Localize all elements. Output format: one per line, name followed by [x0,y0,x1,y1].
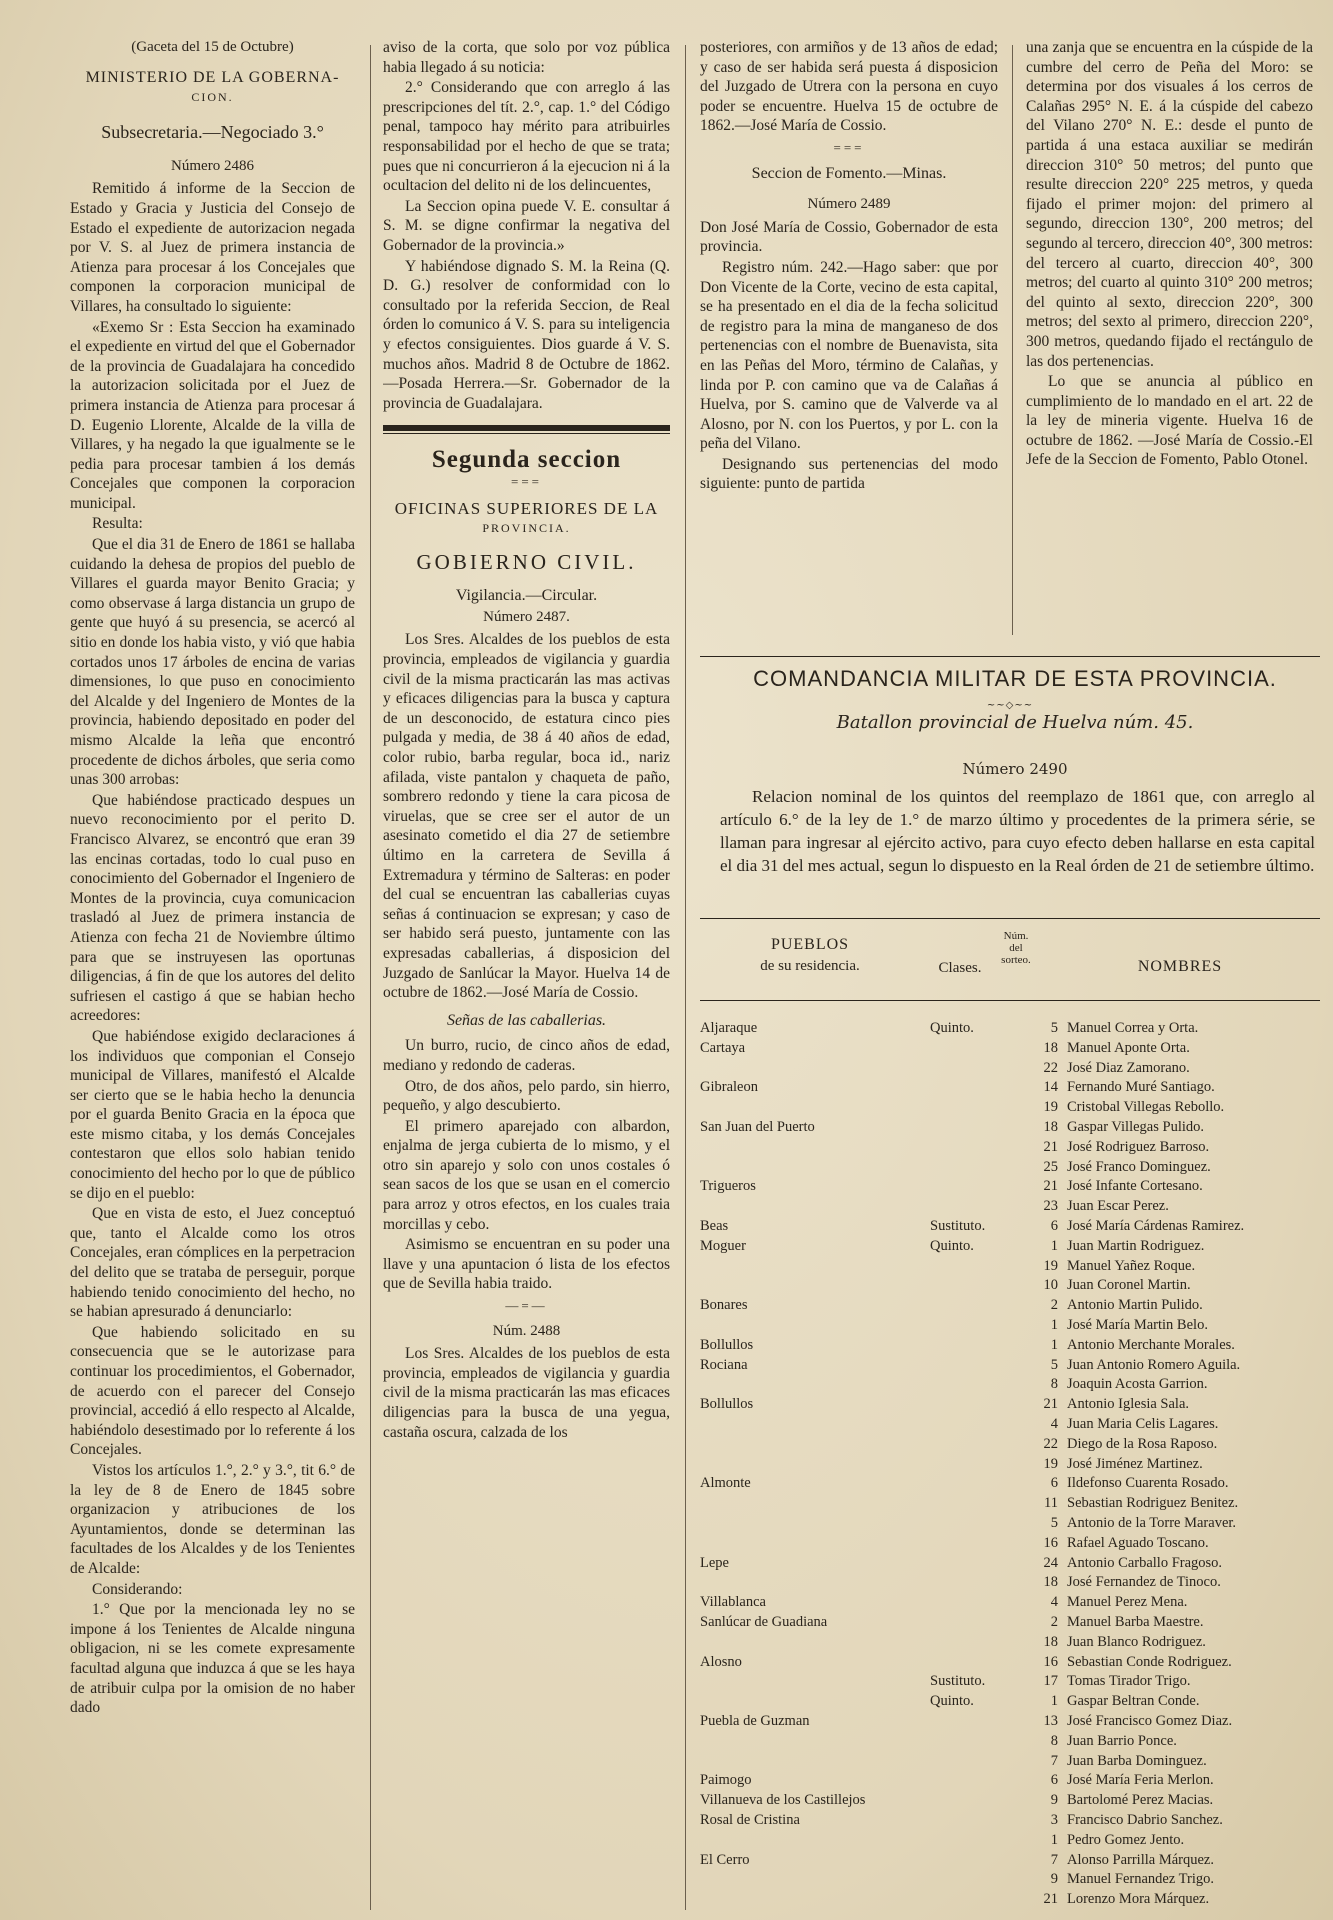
num-cell: 10 [1043,1277,1058,1294]
pueblo-cell: Puebla de Guzman [700,1713,810,1729]
table-row [700,1693,1320,1713]
paragraph: 1.° Que por la mencionada ley no se impone á los Tenientes de Alcalde ninguna obligacion, ni se les comete expresamente facultad alguna que induzca á que se les haya de atribuir culpa por la omision de no haber dado [70,1601,355,1717]
num-cell: 25 [1043,1158,1058,1175]
num-cell: 18 [1043,1633,1058,1650]
segunda-seccion-heading: Segunda seccion [431,446,622,474]
pueblo-cell: Gibraleon [700,1079,758,1096]
num-cell: 18 [1043,1039,1058,1056]
table-header-num: Núm. del sorteo. [1001,930,1031,966]
table-row [700,1099,1320,1119]
numero-2489: Número 2489 [807,196,891,213]
paragraph: «Exemo Sr : Esta Seccion ha examinado el expediente en virtud del que el Gobernador de la provincia de Guadalajara ha concedido la autorizacion solicitada por el Juez de primera instancia de Atienza para procesar á D. Eugenio Llorente, Alcalde de la villa de Villares, y ha negado la que igualmente se le pedia para procesar tambien á los demás Concejales que componen la corporacion municipal. [70,318,355,512]
pueblo-cell: Sanlúcar de Guadiana [700,1614,828,1630]
num-cell: 5 [1050,1020,1058,1036]
num-cell: 6 [1050,1218,1058,1234]
nombre-cell: Juan Coronel Martin. [1067,1277,1191,1294]
paragraph: Que habiéndose practicado despues un nuevo reconocimiento por el perito D. Francisco Alvarez, se encontró que eran 39 las encinas cortadas, todo lo cual puso en conocimiento del Gobernador el Ingeniero de Montes de la provincia, cuya comunicacion trasladó al Juez de primera instancia de Atienza con fecha 21 de Noviembre último para que se instruyesen las oportunas diligencias, á fin de que los autores del delito sufriesen el castigo á que se habian hecho acreedores: [70,791,355,1025]
paragraph: Registro núm. 242.—Hago saber: que por Don Vicente de la Corte, vecino de esta capital, se ha presentado en el dia de la fecha solicitud de registro para la mina de manganeso de dos pertenencias con el nombre de Buenavista, sita en las Peñas del Moro, término de Calañas, y linda por P. con camino que va de Calañas á Huelva, por S. camino que de Valverde va al Alosno, por N. con los Puertos, y por L. con la peña del Vilano. [700,258,998,453]
nombre-cell: José María Cárdenas Ramirez. [1067,1218,1245,1234]
table-row [700,1456,1320,1476]
pueblo-cell: Alosno [700,1653,742,1670]
nombre-cell: José Franco Dominguez. [1067,1158,1211,1175]
paragraph: Un burro, rucio, de cinco años de edad, mediano y redondo de caderas. [383,1037,670,1074]
num-cell: 1 [1050,1336,1058,1353]
table-row [700,1436,1320,1456]
nombre-cell: Antonio Martin Pulido. [1067,1297,1203,1314]
table-row [700,1277,1320,1297]
table-row [700,1594,1320,1614]
table-row [700,1713,1320,1733]
table-row [700,1574,1320,1594]
paragraph: Remitido á informe de la Seccion de Estado y Gracia y Justicia del Consejo de Estado el expediente de autorizacion negada por V. S. al Juez de primera instancia de Atienza para procesar á los Concejales que componen la corporacion municipal de Villares, ha consultado lo siguiente: [70,180,355,315]
pueblo-cell: Bonares [700,1297,748,1314]
pueblo-cell: Lepe [700,1554,729,1571]
pueblo-cell: Villablanca [700,1594,766,1611]
table-row [700,1495,1320,1515]
pueblo-cell: San Juan del Puerto [700,1119,815,1135]
nombre-cell: José Fernandez de Tinoco. [1067,1574,1221,1591]
nombre-cell: Antonio Iglesia Sala. [1067,1396,1190,1413]
nombre-cell: Cristobal Villegas Rebollo. [1067,1099,1225,1116]
table-row [700,1733,1320,1753]
table-header-pueblos: PUEBLOS [770,936,850,953]
section-rule [383,425,670,431]
pueblo-cell: Trigueros [700,1178,756,1195]
table-row [700,1753,1320,1773]
nombre-cell: Juan Martin Rodriguez. [1067,1237,1205,1254]
nombre-cell: Joaquin Acosta Garrion. [1067,1376,1208,1393]
nombre-cell: Juan Maria Celis Lagares. [1067,1416,1219,1432]
paragraph: El primero aparejado con albardon, enjalma de jerga cubierta de lo mismo, y el otro sin aparejo y solo con unos costales ó sean sacos de los que se usan en el comercio para arroz y otros efectos, en los cuales traia morcillas y cebo. [383,1117,670,1233]
num-cell: 9 [1050,1871,1058,1888]
pueblo-cell: Bollullos [700,1336,754,1353]
nombre-cell: Juan Barrio Ponce. [1067,1732,1177,1749]
pueblo-cell: Villanueva de los Castillejos [700,1792,866,1809]
column-3 [700,38,998,646]
column-2 [383,38,670,1918]
num-cell: 4 [1050,1594,1058,1611]
num-cell: 1 [1050,1317,1058,1333]
num-cell: 21 [1043,1178,1058,1195]
nombre-cell: Manuel Fernandez Trigo. [1067,1871,1214,1888]
separator: === [511,473,542,489]
table-row [700,1535,1320,1555]
table-row [700,1416,1320,1436]
num-cell: 2 [1050,1297,1058,1314]
num-cell: 7 [1050,1851,1058,1868]
paragraph: Otro, de dos años, pelo pardo, sin hierro, pequeño, y algo descubierto. [383,1077,670,1115]
nombre-cell: Diego de la Rosa Raposo. [1067,1435,1218,1452]
table-row [700,1337,1320,1357]
paragraph: Los Sres. Alcaldes de los pueblos de esta provincia, empleados de vigilancia y guardia civil de la misma practicarán las mas activas y eficaces diligencias para la busca y captura de un desconocido, de estatura cinco pies pulgada y media, de 38 á 40 años de edad, color rubio, barba regular, boca id., nariz afilada, viste pantalon y chaqueta de paño, sombrero redondo y tiene la cara picosa de viruelas, que se cree ser el autor de un asesinato cometido el dia 27 de setiembre último en la carretera de Sevilla á Extremadura y término de Salteras: en poder del cual se encuentran las caballerias cuyas señas á continuacion se expresan; y caso de ser habido será puesto, juntamente con las expresadas caballerias, á disposicion del Juzgado de Sanlúcar la Mayor. Huelva 14 de octubre de 1862.—José María de Cossio. [383,631,670,1002]
separator: —=— [505,1298,548,1314]
subsecretaria-heading: Subsecretaria.—Negociado 3.° [101,122,324,143]
paragraph: posteriores, con armiños y de 13 años de edad; y caso de ser habida será puesta á disposicion del Juzgado de Utrera con la persona en cuyo poder se encuentre. Huelva 15 de octubre de 1862.—José María de Cossio. [700,39,998,135]
num-cell: 11 [1044,1495,1058,1512]
table-row [700,1119,1320,1139]
section-rule [700,656,1320,657]
num-cell: 19 [1043,1257,1058,1274]
num-cell: 5 [1050,1515,1058,1531]
paragraph: 2.° Considerando que con arreglo á las prescripciones del tít. 2.°, cap. 1.° del Código penal, tampoco hay mérito para atribuirles responsabilidad por el hecho de que se trata; pues que ni concurrieron á la ejecucion ni á la ocultacion del delito ni de los delincuentes, [383,79,670,195]
vigilancia-heading: Vigilancia.—Circular. [455,587,598,605]
gobierno-civil-heading: GOBIERNO CIVIL. [416,549,637,574]
nombre-cell: Tomas Tirador Trigo. [1067,1673,1191,1690]
table-row [700,1079,1320,1099]
nombre-cell: Juan Antonio Romero Aguila. [1067,1356,1241,1373]
pueblo-cell: Almonte [700,1475,751,1492]
table-row [700,1891,1320,1911]
nombre-cell: Manuel Barba Maestre. [1067,1614,1204,1630]
numero-2486: Número 2486 [171,157,254,174]
num-cell: 24 [1043,1554,1058,1571]
paragraph: Designando sus pertenencias del modo siguiente: punto de partida [700,455,998,493]
paragraph: Y habiéndose dignado S. M. la Reina (Q. D. G.) resolver de conformidad con lo consultado por la referida Seccion, de Real órden lo comunico á V. S. para su inteligencia y efectos consiguientes. Dios guarde á V. S. muchos años. Madrid 8 de Octubre de 1862. —Posada Herrera.—Sr. Gobernador de la provincia de Guadalajara. [383,257,670,412]
relacion-paragraph: Relacion nominal de los quintos del reemplazo de 1861 que, con arreglo al artículo 6.° de la ley de 1.° de marzo último y procedentes de la primera série, se llaman para ingresar al ejército activo, para cuyo efecto deben hallarse en esta capital el dia 31 del mes actual, segun lo dispuesto en la Real órden de 21 de setiembre último. [720,787,1315,875]
nombre-cell: Antonio de la Torre Maraver. [1067,1515,1237,1531]
num-cell: 22 [1043,1435,1058,1452]
clase-cell: Quinto. [930,1693,974,1710]
pueblo-cell: Moguer [700,1237,746,1254]
batallon-heading: Batallon provincial de Huelva núm. 45. [836,712,1194,733]
num-cell: 6 [1050,1475,1058,1492]
table-rule [700,1000,1320,1001]
clase-cell: Quinto. [930,1020,974,1036]
table-row [700,1871,1320,1891]
num-cell: 22 [1043,1059,1058,1076]
num-cell: 21 [1043,1138,1058,1155]
num-cell: 4 [1050,1416,1058,1432]
num-cell: 16 [1043,1653,1058,1670]
clase-cell: Sustituto. [930,1673,986,1690]
num-cell: 17 [1043,1673,1058,1690]
nombre-cell: Pedro Gomez Jento. [1067,1831,1185,1848]
ministerio-heading-cont: CION. [191,89,234,104]
nombre-cell: José Francisco Gomez Diaz. [1067,1713,1233,1729]
table-row [700,1852,1320,1872]
num-cell: 1 [1050,1693,1058,1710]
num-cell: 3 [1050,1812,1058,1828]
nombre-cell: Fernando Muré Santiago. [1067,1079,1215,1096]
nombre-cell: Manuel Aponte Orta. [1067,1039,1190,1056]
numero-2487: Número 2487. [483,608,570,625]
table-row [700,1614,1320,1634]
table-row [700,1555,1320,1575]
paragraph: Lo que se anuncia al público en cumplimiento de lo mandado en el art. 22 de la ley de mineria vigente. Huelva 16 de octubre de 1862. —José María de Cossio.-El Jefe de la Seccion de Fomento, Pablo Otonel. [1026,373,1313,469]
num-cell: 5 [1050,1356,1058,1373]
num-cell: 18 [1043,1119,1058,1135]
table-row [700,1238,1320,1258]
table-row [700,1673,1320,1693]
nombre-cell: Antonio Carballo Fragoso. [1067,1554,1223,1571]
num-cell: 23 [1043,1198,1058,1215]
table-row [700,1297,1320,1317]
column-1 [70,38,355,1918]
nombre-cell: José Jiménez Martinez. [1067,1455,1203,1472]
oficinas-heading-cont: PROVINCIA. [482,521,571,536]
column-rule [685,45,686,1910]
pueblo-cell: El Cerro [700,1851,750,1868]
num-cell: 18 [1043,1574,1058,1591]
table-row [700,1178,1320,1198]
paragraph: Considerando: [92,1580,183,1598]
paragraph: La Seccion opina puede V. E. consultar á S. M. se digne confirmar la negativa del Gobernador de la provincia.» [383,197,670,254]
table-row [700,1475,1320,1495]
table-row [700,1020,1320,1040]
numero-2488: Núm. 2488 [492,1322,561,1339]
table-header-pueblos-sub: de su residencia. [760,958,860,974]
senas-heading: Señas de las caballerias. [446,1011,607,1029]
num-cell: 8 [1050,1732,1058,1749]
nombre-cell: Gaspar Villegas Pulido. [1067,1119,1204,1135]
table-row [700,1139,1320,1159]
column-rule [370,45,371,1910]
table-header-nombres: NOMBRES [1137,958,1223,975]
num-cell: 6 [1050,1772,1058,1789]
nombre-cell: Francisco Dabrio Sanchez. [1067,1812,1223,1828]
paragraph: Asimismo se encuentran en su poder una llave y una apuntacion ó lista de los efectos que de Sevilla habia traido. [383,1236,670,1293]
nombre-cell: Juan Escar Perez. [1067,1198,1169,1215]
table-row [700,1198,1320,1218]
num-cell: 13 [1043,1713,1058,1729]
pueblo-cell: Beas [700,1218,729,1234]
nombre-cell: Sebastian Conde Rodriguez. [1067,1653,1232,1670]
nombre-cell: Juan Blanco Rodriguez. [1067,1633,1206,1650]
paragraph: Vistos los artículos 1.°, 2.° y 3.°, tit 6.° de la ley de 8 de Enero de 1845 sobre organizacion y atribuciones de los Ayuntamientos, donde se determinan las facultades de los Alcaldes y de los Tenientes de Alcalde: [70,1461,355,1577]
paragraph: Don José María de Cossio, Gobernador de esta provincia. [700,218,998,256]
pueblo-cell: Bollullos [700,1396,754,1413]
section-rule [383,433,670,434]
table-row [700,1772,1320,1792]
nombre-cell: Juan Barba Dominguez. [1067,1752,1207,1769]
ornament: ~~◇~~ [986,700,1034,711]
paragraph: Que el dia 31 de Enero de 1861 se hallaba cuidando la dehesa de propios del pueblo de Villares el guarda mayor Benito Gracia; y como observase á larga distancia un grupo de gente que huyó á su presencia, se acercó al sitio en donde los habia visto, y vió que habia cortados unos 17 árboles de encina de varias dimensiones, lo que puso en conocimiento del Alcalde y del Ingeniero de Montes de la provincia, habiendo depositado en poder del mismo Alcalde la leña que encontró procedente de dichos árboles, que seria como unas 300 arrobas: [70,536,355,789]
pueblo-cell: Aljaraque [700,1020,758,1036]
paragraph: Que en vista de esto, el Juez conceptuó que, tanto el Alcalde como los otros Concejales, eran cómplices en la perpetracion del delito que se trataba de perseguir, porque habiendo tenido conocimiento del hecho, no se habian apresurado á denunciarlo: [70,1205,355,1321]
table-row [700,1515,1320,1535]
paragraph: Que habiéndose exigido declaraciones á los individuos que componian el Consejo municipal de Villares, manifestó el Alcalde ser cierto que se le habia hecho la denuncia por el guarda Benito Gracia en la época que este mismo citaba, y los demás Concejales contestaron que ellos solo habian tenido conocimiento del hecho por lo que de público se dijo en el pueblo: [70,1027,355,1202]
nombre-cell: Manuel Yañez Roque. [1067,1257,1196,1274]
paragraph: Que habiendo solicitado en su consecuencia que se le autorizase para continuar los procedimientos, el Gobernador, de acuerdo con el parecer del Consejo provincial, accedió á ello respecto al Alcalde, habiéndolo desestimado por lo referente á los Concejales. [70,1323,355,1459]
table-row [700,1357,1320,1377]
num-cell: 19 [1043,1455,1058,1472]
table-row [700,1317,1320,1337]
nombre-cell: Manuel Correa y Orta. [1067,1020,1199,1036]
clase-cell: Sustituto. [930,1218,986,1234]
comandancia-heading: COMANDANCIA MILITAR DE ESTA PROVINCIA. [753,666,1277,691]
column-4 [1026,38,1313,646]
nombre-cell: José María Martin Belo. [1067,1317,1208,1333]
nombre-cell: Sebastian Rodriguez Benitez. [1067,1495,1239,1512]
num-cell: 8 [1050,1376,1058,1393]
table-row [700,1654,1320,1674]
num-cell: 2 [1050,1614,1058,1630]
num-cell: 21 [1043,1891,1058,1908]
table-row [700,1258,1320,1278]
table-row [700,1159,1320,1179]
table-row [700,1376,1320,1396]
nombre-cell: Alonso Parrilla Márquez. [1067,1851,1214,1868]
nombre-cell: José Diaz Zamorano. [1067,1059,1190,1076]
num-cell: 21 [1043,1396,1058,1413]
nombre-cell: Ildefonso Cuarenta Rosado. [1067,1475,1229,1492]
num-cell: 1 [1050,1237,1058,1254]
paragraph: aviso de la corta, que solo por voz pública habia llegado á su noticia: [383,39,670,76]
numero-2490: Número 2490 [962,760,1068,778]
table-row [700,1060,1320,1080]
nombre-cell: José Rodriguez Barroso. [1067,1138,1210,1155]
num-cell: 19 [1043,1099,1058,1116]
table-header-clases: Clases. [938,960,982,976]
column-rule [1012,45,1013,635]
num-cell: 16 [1043,1534,1058,1551]
table-row [700,1792,1320,1812]
table-row [700,1218,1320,1238]
separator: === [833,139,865,155]
num-cell: 9 [1050,1792,1058,1809]
nombre-cell: Rafael Aguado Toscano. [1067,1534,1209,1551]
paragraph: Resulta: [92,515,143,533]
num-cell: 1 [1050,1831,1058,1848]
table-row [700,1040,1320,1060]
nombre-cell: Manuel Perez Mena. [1067,1594,1188,1611]
num-cell: 7 [1050,1752,1058,1769]
pueblo-cell: Rociana [700,1356,748,1373]
paragraph: Los Sres. Alcaldes de los pueblos de esta provincia, empleados de vigilancia y guardia civil de la misma practicarán las mas eficaces diligencias para la busca de una yegua, castaña oscura, calzada de los [383,1345,670,1441]
nombre-cell: Gaspar Beltran Conde. [1067,1693,1200,1710]
table-rule [700,918,1320,919]
nombre-cell: Lorenzo Mora Márquez. [1067,1891,1210,1908]
fomento-heading: Seccion de Fomento.—Minas. [751,164,947,182]
pueblo-cell: Paimogo [700,1772,752,1789]
num-cell: 14 [1043,1079,1058,1096]
table-row [700,1832,1320,1852]
paragraph: una zanja que se encuentra en la cúspide de la cumbre del cerro de Peña del Moro: se determina por dos visuales á los cerros de Calañas 295° N. E. á la cúspide del cabezo del Vilano 270° N. E.: desde el punto de partida á una estaca auxiliar se medirán direccion 310° 50 metros; del punto que resulte direccion 220° 225 metros, y queda fijado el primer mojon: del primero al segundo, direccion 130°, 200 metros; del segundo al tercero, direccion 40°, 300 metros: del tercero al cuarto, direccion 40°, 300 metros; del cuarto al quinto 310° 200 metros; del quinto al sexto, direccion 220°, 300 metros; del sexto al primero, direccion 220°, 300 metros, quedando fijado el rectángulo de las dos pertenencias. [1026,39,1313,370]
ministerio-heading: MINISTERIO DE LA GOBERNA- [85,68,340,86]
nombre-cell: Antonio Merchante Morales. [1067,1336,1235,1353]
nombre-cell: Bartolomé Perez Macias. [1067,1792,1214,1809]
nombre-cell: José Infante Cortesano. [1067,1178,1203,1195]
clase-cell: Quinto. [930,1237,974,1254]
pueblo-cell: Rosal de Cristina [700,1812,800,1828]
table-row [700,1812,1320,1832]
table-row [700,1634,1320,1654]
table-row [700,1396,1320,1416]
nombre-cell: José María Feria Merlon. [1067,1772,1214,1789]
pueblo-cell: Cartaya [700,1039,746,1056]
gaceta-date: (Gaceta del 15 de Octubre) [131,39,294,55]
oficinas-heading: OFICINAS SUPERIORES DE LA [394,499,659,519]
